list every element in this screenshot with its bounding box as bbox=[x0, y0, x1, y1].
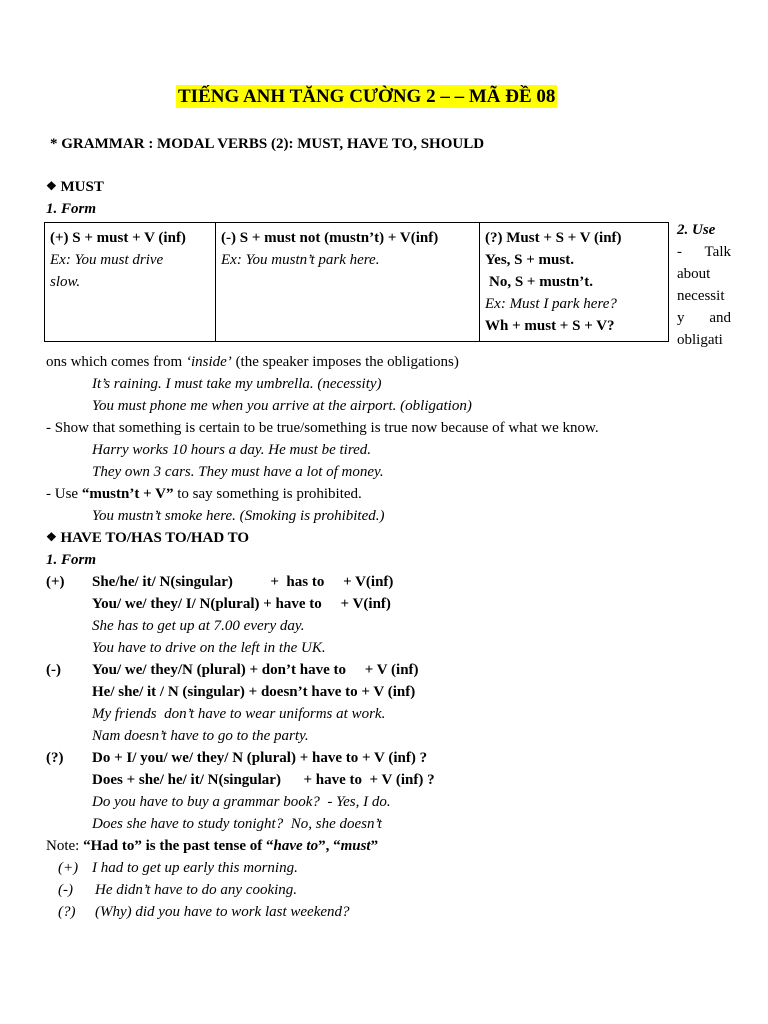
example-smoke: You mustn’t smoke here. (Smoking is prohibited.) bbox=[92, 508, 385, 524]
use-continuation bbox=[46, 353, 459, 371]
negative-formula: (-) S + must not (mustn’t) + V(inf) bbox=[221, 230, 439, 246]
question-formula: (?) Must + S + V (inf) bbox=[485, 230, 622, 246]
question-formula-1: Do + I/ you/ we/ they/ N (plural) + have to + V (inf) ? bbox=[92, 750, 428, 766]
question-example: Ex: Must I park here? bbox=[485, 296, 617, 312]
prohibit-pre: - Use bbox=[46, 486, 82, 502]
use-word-and: and bbox=[709, 310, 731, 326]
must-form-label: 1. Form bbox=[46, 201, 97, 217]
note-label: Note: bbox=[46, 838, 84, 854]
question-example-2: Does she have to study tonight? No, she doesn’t bbox=[92, 816, 382, 832]
past-question-sign: (?) bbox=[58, 904, 76, 920]
diamond-bullet-icon: ❖ bbox=[46, 530, 57, 544]
use-cont-post: (the speaker imposes the obligations) bbox=[231, 354, 459, 370]
document-title bbox=[176, 88, 557, 107]
have-to-heading bbox=[46, 529, 249, 547]
use-line-4 bbox=[677, 307, 731, 329]
diamond-bullet-icon: ❖ bbox=[46, 179, 57, 193]
question-example-1: Do you have to buy a grammar book? - Yes, I do. bbox=[92, 794, 391, 810]
past-positive-sign: (+) bbox=[58, 860, 79, 876]
example-necessity: It’s raining. I must take my umbrella. (necessity) bbox=[92, 376, 382, 392]
question-sign: (?) bbox=[46, 750, 64, 766]
note-bold: “Had to” is the past tense of “ bbox=[83, 838, 274, 854]
must-heading-text: MUST bbox=[60, 179, 104, 195]
note-end: ” bbox=[370, 838, 379, 854]
example-money: They own 3 cars. They must have a lot of money. bbox=[92, 464, 384, 480]
use-word-talk: Talk bbox=[704, 244, 731, 260]
have-to-form-label: 1. Form bbox=[46, 552, 97, 568]
question-wh: Wh + must + S + V? bbox=[485, 318, 615, 334]
use-cont-pre: ons which comes from bbox=[46, 354, 186, 370]
use-word-obligati: obligati bbox=[677, 332, 723, 348]
negative-cell bbox=[216, 223, 480, 342]
use-word-about: about bbox=[677, 266, 711, 282]
example-tired: Harry works 10 hours a day. He must be tired. bbox=[92, 442, 372, 458]
note-mid: ”, “ bbox=[318, 838, 341, 854]
positive-sign: (+) bbox=[46, 574, 65, 590]
use-line-1 bbox=[677, 241, 731, 263]
affirmative-formula: (+) S + must + V (inf) bbox=[50, 230, 186, 246]
must-heading bbox=[46, 178, 104, 196]
positive-formula-2: You/ we/ they/ I/ N(plural) + have to + V(inf) bbox=[92, 596, 391, 612]
negative-example-1: My friends don’t have to wear uniforms at work. bbox=[92, 706, 386, 722]
affirmative-example-cont: slow. bbox=[50, 274, 81, 290]
affirmative-cell bbox=[45, 223, 216, 342]
prohibit-formula: “mustn’t + V” bbox=[81, 486, 174, 502]
past-question-example: (Why) did you have to work last weekend? bbox=[95, 904, 350, 920]
question-cell bbox=[480, 223, 669, 342]
note-have-to: have to bbox=[273, 838, 319, 854]
use-dash: - bbox=[677, 244, 682, 260]
use-word-necessit: necessit bbox=[677, 288, 725, 304]
use-cont-inside: ‘inside’ bbox=[185, 354, 232, 370]
past-positive-example: I had to get up early this morning. bbox=[92, 860, 298, 876]
positive-example-1: She has to get up at 7.00 every day. bbox=[92, 618, 305, 634]
negative-formula-2: He/ she/ it / N (singular) + doesn’t have to + V (inf) bbox=[92, 684, 416, 700]
question-formula-2: Does + she/ he/ it/ N(singular) + have to + V (inf) ? bbox=[92, 772, 435, 788]
note-must: must bbox=[340, 838, 371, 854]
prohibit-post: to say something is prohibited. bbox=[173, 486, 362, 502]
prohibit-usage-line bbox=[46, 485, 362, 503]
negative-example: Ex: You mustn’t park here. bbox=[221, 252, 380, 268]
example-obligation: You must phone me when you arrive at the airport. (obligation) bbox=[92, 398, 472, 414]
negative-example-2: Nam doesn’t have to go to the party. bbox=[92, 728, 309, 744]
certain-usage-line: - Show that something is certain to be true/something is true now because of what we know. bbox=[46, 420, 599, 436]
question-yes: Yes, S + must. bbox=[485, 252, 574, 268]
affirmative-example: Ex: You must drive bbox=[50, 252, 164, 268]
negative-sign: (-) bbox=[46, 662, 61, 678]
negative-formula-1: You/ we/ they/N (plural) + don’t have to + V (inf) bbox=[92, 662, 419, 678]
must-form-table bbox=[44, 222, 669, 342]
use-label: 2. Use bbox=[677, 222, 716, 238]
question-no: No, S + mustn’t. bbox=[489, 274, 593, 290]
positive-formula-1: She/he/ it/ N(singular) + has to + V(inf) bbox=[92, 574, 394, 590]
title-text: TIẾNG ANH TĂNG CƯỜNG 2 – – MÃ ĐỀ 08 bbox=[178, 86, 556, 107]
have-to-heading-text: HAVE TO/HAS TO/HAD TO bbox=[60, 530, 250, 546]
note-line bbox=[46, 837, 378, 855]
use-word-y: y bbox=[677, 310, 685, 326]
use-column bbox=[677, 219, 731, 351]
positive-example-2: You have to drive on the left in the UK. bbox=[92, 640, 326, 656]
past-negative-example: He didn’t have to do any cooking. bbox=[95, 882, 298, 898]
grammar-heading: * GRAMMAR : MODAL VERBS (2): MUST, HAVE TO, SHOULD bbox=[50, 136, 485, 152]
past-negative-sign: (-) bbox=[58, 882, 73, 898]
